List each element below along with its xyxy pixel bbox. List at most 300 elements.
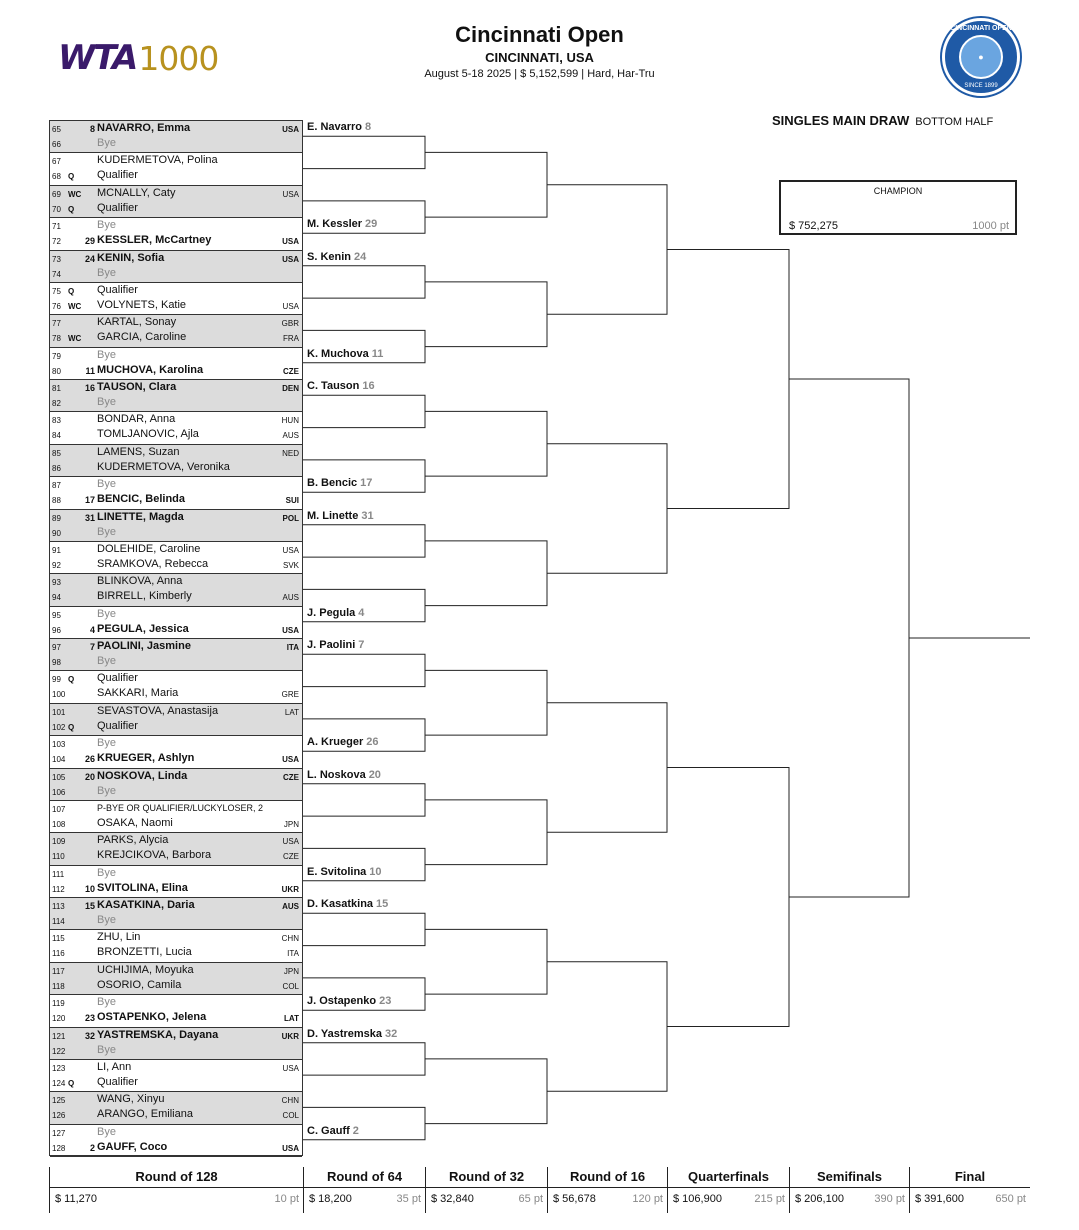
bracket-connector bbox=[547, 185, 667, 314]
player-name: Bye bbox=[97, 348, 116, 361]
winner-name: J. Pegula bbox=[307, 606, 356, 619]
player-name: SVITOLINA, Elina bbox=[97, 881, 188, 894]
round-64-winner bbox=[307, 1028, 397, 1040]
round-name: Semifinals bbox=[816, 1169, 883, 1184]
bracket-connector bbox=[303, 525, 425, 557]
draw-position: 113 bbox=[52, 902, 65, 911]
seed-number: 11 bbox=[85, 365, 95, 376]
winner-name: K. Muchova bbox=[307, 347, 369, 360]
draw-position: 77 bbox=[52, 319, 61, 329]
player-name: Bye bbox=[97, 1043, 116, 1056]
bracket-connector bbox=[547, 703, 667, 833]
draw-position: 96 bbox=[52, 625, 61, 635]
winner-seed: 16 bbox=[362, 380, 375, 393]
entry-type-tag: Q bbox=[68, 172, 75, 182]
round-64-winner bbox=[307, 866, 382, 878]
round-64-winner bbox=[307, 251, 366, 263]
player-name: TAUSON, Clara bbox=[97, 381, 177, 393]
draw-position: 71 bbox=[52, 222, 61, 232]
draw-position: 103 bbox=[52, 740, 66, 750]
round-64-winner bbox=[307, 510, 374, 522]
seed-number: 7 bbox=[89, 642, 95, 652]
draw-position: 102 bbox=[52, 722, 66, 732]
winner-name: J. Paolini bbox=[307, 639, 356, 652]
player-name: Bye bbox=[97, 607, 116, 620]
round-points: 390 pt bbox=[874, 1193, 905, 1205]
draw-position: 94 bbox=[52, 593, 61, 603]
player-name: Bye bbox=[97, 478, 116, 491]
draw-position: 107 bbox=[52, 804, 66, 814]
player-name: VOLYNETS, Katie bbox=[97, 298, 187, 311]
draw-position: 109 bbox=[52, 837, 66, 847]
draw-position: 81 bbox=[52, 384, 61, 393]
winner-seed: 20 bbox=[368, 768, 381, 781]
player-name: PEGULA, Jessica bbox=[97, 622, 189, 635]
winner-seed: 26 bbox=[366, 736, 379, 749]
winner-seed: 4 bbox=[358, 606, 365, 619]
entry-type-tag: Q bbox=[68, 722, 75, 732]
winner-name: J. Ostapenko bbox=[307, 995, 377, 1008]
winner-name: M. Linette bbox=[307, 509, 359, 522]
round-64-winner bbox=[307, 477, 372, 489]
round-64-winner bbox=[307, 218, 377, 230]
nationality: USA bbox=[282, 837, 299, 847]
winner-seed: 31 bbox=[361, 509, 374, 522]
seed-number: 15 bbox=[84, 901, 95, 911]
seed-number: 23 bbox=[84, 1013, 95, 1024]
bracket-connector bbox=[425, 282, 547, 347]
nationality: AUS bbox=[282, 902, 299, 911]
player-name: Bye bbox=[97, 996, 116, 1009]
draw-position: 84 bbox=[52, 431, 61, 441]
draw-position: 114 bbox=[52, 917, 65, 926]
bracket-connector bbox=[303, 784, 425, 816]
draw-title-main: SINGLES MAIN DRAW bbox=[772, 113, 910, 128]
round-column bbox=[667, 1167, 789, 1213]
player-name: BLINKOVA, Anna bbox=[97, 575, 183, 588]
round-64-winner bbox=[307, 995, 391, 1007]
entry-type-tag: Q bbox=[68, 1078, 75, 1088]
draw-position: 91 bbox=[52, 545, 61, 555]
bracket-connector bbox=[425, 670, 547, 735]
bracket-connector bbox=[303, 395, 425, 427]
winner-seed: 15 bbox=[376, 898, 389, 911]
bracket-connector bbox=[303, 913, 425, 945]
round-64-winner bbox=[307, 348, 383, 360]
round-64-winner bbox=[307, 736, 379, 748]
round-64-winner bbox=[307, 639, 364, 651]
draw-position: 105 bbox=[52, 772, 66, 782]
nationality: POL bbox=[282, 513, 299, 523]
player-name: KUDERMETOVA, Polina bbox=[97, 154, 218, 167]
player-name: Bye bbox=[97, 396, 116, 408]
player-name: SEVASTOVA, Anastasija bbox=[97, 704, 219, 717]
player-name: Bye bbox=[97, 266, 116, 279]
draw-position: 108 bbox=[52, 819, 66, 829]
nationality: USA bbox=[282, 755, 299, 765]
round-column bbox=[425, 1167, 547, 1213]
draw-position: 79 bbox=[52, 351, 61, 361]
player-name: KREJCIKOVA, Barbora bbox=[97, 849, 212, 862]
player-name: TOMLJANOVIC, Ajla bbox=[97, 428, 199, 441]
round-points: 35 pt bbox=[396, 1193, 421, 1205]
bracket-connector bbox=[547, 444, 667, 574]
round-prize: $ 32,840 bbox=[431, 1193, 474, 1205]
player-name: BENCIC, Belinda bbox=[97, 493, 186, 506]
player-name: PAOLINI, Jasmine bbox=[97, 640, 191, 652]
draw-position: 92 bbox=[52, 560, 61, 570]
draw-position: 75 bbox=[52, 286, 61, 296]
round-column bbox=[547, 1167, 667, 1213]
round-name: Round of 16 bbox=[569, 1169, 646, 1184]
draw-position: 101 bbox=[52, 707, 66, 717]
draw-position: 82 bbox=[52, 399, 61, 408]
bracket-connector bbox=[667, 768, 789, 1027]
seed-number: 4 bbox=[89, 624, 95, 635]
round-column bbox=[49, 1167, 303, 1213]
winner-seed: 17 bbox=[360, 477, 373, 490]
draw-position: 69 bbox=[52, 189, 61, 199]
draw-position: 118 bbox=[52, 981, 65, 991]
nationality: USA bbox=[282, 125, 299, 134]
logo-wta-text: WTA bbox=[58, 38, 137, 78]
draw-position: 68 bbox=[52, 172, 61, 182]
badge-bottom-text: SINCE 1899 bbox=[964, 83, 998, 89]
logo-1000-text: 1000 bbox=[138, 38, 219, 78]
draw-position: 98 bbox=[52, 658, 61, 667]
winner-seed: 10 bbox=[369, 865, 382, 878]
round-points: 65 pt bbox=[518, 1193, 543, 1205]
draw-position: 97 bbox=[52, 643, 61, 652]
draw-position: 112 bbox=[52, 884, 65, 894]
round-64-winner bbox=[307, 121, 371, 133]
player-name: Bye bbox=[97, 784, 116, 797]
nationality: COL bbox=[282, 1111, 299, 1121]
draw-position: 67 bbox=[52, 157, 61, 167]
player-name: PARKS, Alycia bbox=[97, 834, 169, 847]
player-name: Bye bbox=[97, 137, 116, 149]
bracket-connector bbox=[547, 962, 667, 1092]
champion-points: 1000 pt bbox=[972, 220, 1009, 232]
round-points: 215 pt bbox=[754, 1193, 785, 1205]
player-name: Qualifier bbox=[97, 1075, 138, 1088]
winner-seed: 29 bbox=[365, 218, 378, 231]
entry-type-tag: WC bbox=[68, 334, 82, 344]
draw-position: 85 bbox=[52, 448, 61, 458]
nationality: GBR bbox=[281, 319, 299, 329]
round-64-winner bbox=[307, 380, 375, 392]
round-64-winner bbox=[307, 1125, 359, 1137]
bracket-connector bbox=[425, 152, 547, 217]
round-prize: $ 11,270 bbox=[55, 1193, 98, 1205]
player-name: ZHU, Lin bbox=[97, 931, 141, 944]
player-name: NAVARRO, Emma bbox=[97, 122, 191, 134]
seed-number: 20 bbox=[84, 771, 95, 782]
player-name: KASATKINA, Daria bbox=[97, 899, 195, 911]
nationality: DEN bbox=[282, 384, 299, 393]
entry-type-tag: Q bbox=[68, 204, 75, 214]
nationality: AUS bbox=[282, 593, 299, 603]
draw-half-label: BOTTOM HALF bbox=[915, 116, 994, 128]
draw-position: 115 bbox=[52, 934, 65, 944]
player-name: Bye bbox=[97, 914, 116, 926]
draw-position: 89 bbox=[52, 513, 61, 523]
winner-name: S. Kenin bbox=[307, 250, 352, 263]
champion-prize: $ 752,275 bbox=[789, 220, 838, 232]
player-name: LINETTE, Magda bbox=[97, 510, 184, 523]
nationality: USA bbox=[282, 237, 299, 247]
nationality: CZE bbox=[283, 366, 299, 376]
nationality: ITA bbox=[286, 643, 299, 652]
round-name: Round of 64 bbox=[326, 1169, 403, 1184]
player-name: SRAMKOVA, Rebecca bbox=[97, 557, 209, 570]
player-name: KENIN, Sofia bbox=[97, 251, 165, 264]
round-points: 120 pt bbox=[632, 1193, 663, 1205]
entry-type-tag: WC bbox=[68, 189, 82, 199]
player-name: Qualifier bbox=[97, 672, 138, 685]
player-name: DOLEHIDE, Caroline bbox=[97, 542, 201, 555]
bracket-connector bbox=[425, 929, 547, 994]
player-name: GARCIA, Caroline bbox=[97, 331, 187, 344]
nationality: USA bbox=[282, 625, 299, 635]
player-name: BRONZETTI, Lucia bbox=[97, 946, 192, 959]
nationality: CHN bbox=[281, 1096, 299, 1106]
bracket-connector bbox=[789, 379, 909, 897]
nationality: ITA bbox=[287, 949, 299, 959]
globe-icon: ● bbox=[959, 35, 1003, 79]
nationality: CZE bbox=[283, 852, 299, 862]
bracket-connector bbox=[425, 541, 547, 606]
round-name: Round of 32 bbox=[448, 1169, 525, 1184]
nationality: USA bbox=[282, 1143, 299, 1153]
player-name: MCNALLY, Caty bbox=[97, 186, 176, 199]
nationality: FRA bbox=[283, 334, 299, 344]
winner-name: B. Bencic bbox=[307, 477, 358, 490]
player-name: BONDAR, Anna bbox=[97, 413, 176, 426]
draw-position: 93 bbox=[52, 578, 61, 588]
round-name: Quarterfinals bbox=[688, 1169, 769, 1184]
winner-name: C. Tauson bbox=[307, 380, 360, 393]
winner-name: M. Kessler bbox=[307, 218, 363, 231]
seed-number: 16 bbox=[84, 383, 95, 393]
player-name: LI, Ann bbox=[97, 1060, 132, 1073]
tournament-info: August 5-18 2025 | $ 5,152,599 | Hard, Har-Tru bbox=[424, 68, 655, 80]
seed-number: 31 bbox=[84, 512, 95, 523]
round-column bbox=[909, 1167, 1030, 1213]
player-name: MUCHOVA, Karolina bbox=[97, 363, 204, 376]
draw-position: 76 bbox=[52, 301, 61, 311]
round-64-winner bbox=[307, 898, 388, 910]
draw-position: 119 bbox=[52, 999, 65, 1009]
player-name: NOSKOVA, Linda bbox=[97, 769, 188, 782]
player-name: Bye bbox=[97, 866, 116, 879]
winner-name: A. Krueger bbox=[307, 736, 364, 749]
draw-position: 66 bbox=[52, 140, 61, 149]
draw-position: 110 bbox=[52, 852, 65, 862]
round-64-winner bbox=[307, 769, 381, 781]
footer-top-rule bbox=[49, 1187, 1030, 1188]
bracket-connector bbox=[303, 136, 425, 168]
nationality: USA bbox=[282, 189, 299, 199]
draw-position: 111 bbox=[52, 869, 65, 879]
player-name: KUDERMETOVA, Veronika bbox=[97, 460, 230, 473]
bracket-connector bbox=[425, 411, 547, 476]
draw-position: 124 bbox=[52, 1078, 66, 1088]
draw-position: 125 bbox=[52, 1096, 66, 1106]
player-name: Bye bbox=[97, 737, 116, 750]
draw-position: 95 bbox=[52, 610, 61, 620]
draw-position: 104 bbox=[52, 755, 66, 765]
nationality: LAT bbox=[284, 707, 299, 717]
winner-seed: 23 bbox=[379, 995, 392, 1008]
winner-name: E. Navarro bbox=[307, 121, 363, 134]
draw-position: 88 bbox=[52, 496, 61, 506]
nationality: CHN bbox=[281, 934, 299, 944]
player-name: OSAKA, Naomi bbox=[97, 816, 173, 829]
winner-name: C. Gauff bbox=[307, 1124, 350, 1137]
bracket-connector bbox=[303, 266, 425, 298]
player-name: Bye bbox=[97, 655, 116, 667]
nationality: AUS bbox=[282, 431, 299, 441]
nationality: HUN bbox=[281, 416, 299, 426]
round-points: 10 pt bbox=[274, 1193, 299, 1205]
player-name: KARTAL, Sonay bbox=[97, 316, 177, 329]
draw-position: 120 bbox=[52, 1014, 66, 1024]
round-name: Round of 128 bbox=[135, 1169, 218, 1184]
player-name: Bye bbox=[97, 219, 116, 232]
entry-type-tag: Q bbox=[68, 286, 75, 296]
draw-position: 99 bbox=[52, 675, 61, 685]
badge-top-text: CINCINNATI OPEN bbox=[950, 25, 1012, 32]
nationality: JPN bbox=[283, 819, 299, 829]
entry-type-tag: WC bbox=[68, 301, 82, 311]
winner-seed: 7 bbox=[358, 639, 365, 652]
nationality: USA bbox=[282, 254, 299, 264]
nationality: UKR bbox=[281, 1031, 299, 1041]
seed-number: 26 bbox=[84, 754, 95, 765]
round-prize: $ 106,900 bbox=[673, 1193, 722, 1205]
draw-position: 126 bbox=[52, 1111, 66, 1121]
player-name: Qualifier bbox=[97, 201, 138, 214]
seed-number: 32 bbox=[84, 1030, 95, 1041]
winner-name: D. Yastremska bbox=[307, 1027, 383, 1040]
winner-seed: 11 bbox=[371, 347, 384, 360]
player-name: KESSLER, McCartney bbox=[97, 234, 212, 247]
nationality: USA bbox=[282, 1063, 299, 1073]
winner-name: L. Noskova bbox=[307, 768, 366, 781]
round-prize: $ 56,678 bbox=[553, 1193, 596, 1205]
bracket-connector bbox=[425, 1059, 547, 1124]
draw-position: 73 bbox=[52, 254, 61, 264]
round-column bbox=[303, 1167, 425, 1213]
seed-number: 24 bbox=[84, 253, 95, 264]
draw-position: 106 bbox=[52, 787, 66, 797]
draw-position: 74 bbox=[52, 269, 61, 279]
player-name: SAKKARI, Maria bbox=[97, 687, 179, 700]
player-name: KRUEGER, Ashlyn bbox=[97, 752, 195, 765]
winner-seed: 24 bbox=[354, 250, 367, 263]
round-64-winner bbox=[307, 607, 364, 619]
draw-position: 127 bbox=[52, 1128, 66, 1138]
player-name: OSORIO, Camila bbox=[97, 978, 182, 991]
nationality: LAT bbox=[284, 1014, 299, 1024]
nationality: JPN bbox=[283, 966, 299, 976]
bracket-connector bbox=[303, 1043, 425, 1075]
draw-position: 121 bbox=[52, 1031, 66, 1041]
round-prize-footer bbox=[49, 1167, 1030, 1213]
winner-seed: 8 bbox=[365, 121, 372, 134]
winner-seed: 32 bbox=[385, 1027, 398, 1040]
player-name: LAMENS, Suzan bbox=[97, 445, 180, 458]
player-name: UCHIJIMA, Moyuka bbox=[97, 963, 194, 976]
nationality: UKR bbox=[281, 884, 299, 894]
draw-position: 117 bbox=[52, 966, 65, 976]
draw-position: 87 bbox=[52, 481, 61, 491]
draw-position: 116 bbox=[52, 949, 65, 959]
nationality: CZE bbox=[283, 772, 299, 782]
player-name: WANG, Xinyu bbox=[97, 1093, 165, 1106]
draw-position: 72 bbox=[52, 237, 61, 247]
winner-seed: 2 bbox=[352, 1124, 359, 1137]
round-prize: $ 18,200 bbox=[309, 1193, 352, 1205]
player-name: GAUFF, Coco bbox=[97, 1140, 168, 1153]
tournament-title: Cincinnati Open bbox=[455, 22, 624, 47]
nationality: SVK bbox=[282, 560, 299, 570]
player-name: ARANGO, Emiliana bbox=[97, 1108, 193, 1121]
seed-number: 10 bbox=[84, 883, 95, 894]
nationality: NED bbox=[282, 448, 299, 458]
player-name: P-BYE OR QUALIFIER/LUCKYLOSER, 2 bbox=[97, 802, 264, 813]
round-prize: $ 391,600 bbox=[915, 1193, 964, 1205]
round-prize: $ 206,100 bbox=[795, 1193, 844, 1205]
bracket-connector bbox=[667, 250, 789, 509]
draw-position: 65 bbox=[52, 125, 61, 134]
draw-position: 83 bbox=[52, 416, 61, 426]
seed-number: 8 bbox=[89, 124, 95, 134]
player-name: YASTREMSKA, Dayana bbox=[97, 1028, 219, 1041]
draw-position: 123 bbox=[52, 1063, 66, 1073]
player-name: BIRRELL, Kimberly bbox=[97, 590, 192, 603]
round-column bbox=[789, 1167, 909, 1213]
player-name: Bye bbox=[97, 1125, 116, 1138]
nationality: USA bbox=[282, 301, 299, 311]
draw-position: 122 bbox=[52, 1046, 66, 1056]
round-name: Final bbox=[954, 1169, 986, 1184]
player-name: Qualifier bbox=[97, 283, 138, 296]
nationality: SUI bbox=[285, 496, 299, 506]
draw-position: 80 bbox=[52, 366, 61, 376]
seed-number: 2 bbox=[89, 1142, 95, 1153]
bracket-connector bbox=[425, 800, 547, 865]
winner-name: D. Kasatkina bbox=[307, 898, 374, 911]
round-points: 650 pt bbox=[995, 1193, 1026, 1205]
draw-position: 100 bbox=[52, 690, 66, 700]
draw-position: 78 bbox=[52, 334, 61, 344]
seed-number: 17 bbox=[84, 495, 95, 506]
draw-position: 70 bbox=[52, 204, 61, 214]
seed-number: 29 bbox=[84, 236, 95, 247]
tournament-location: CINCINNATI, USA bbox=[485, 50, 594, 65]
player-name: Bye bbox=[97, 525, 116, 538]
draw-position: 86 bbox=[52, 463, 61, 473]
nationality: GRE bbox=[281, 690, 299, 700]
winner-name: E. Svitolina bbox=[307, 865, 367, 878]
nationality: USA bbox=[282, 545, 299, 555]
nationality: COL bbox=[282, 981, 299, 991]
player-name: Qualifier bbox=[97, 719, 138, 732]
draw-position: 128 bbox=[52, 1143, 66, 1153]
entry-type-tag: Q bbox=[68, 675, 75, 685]
